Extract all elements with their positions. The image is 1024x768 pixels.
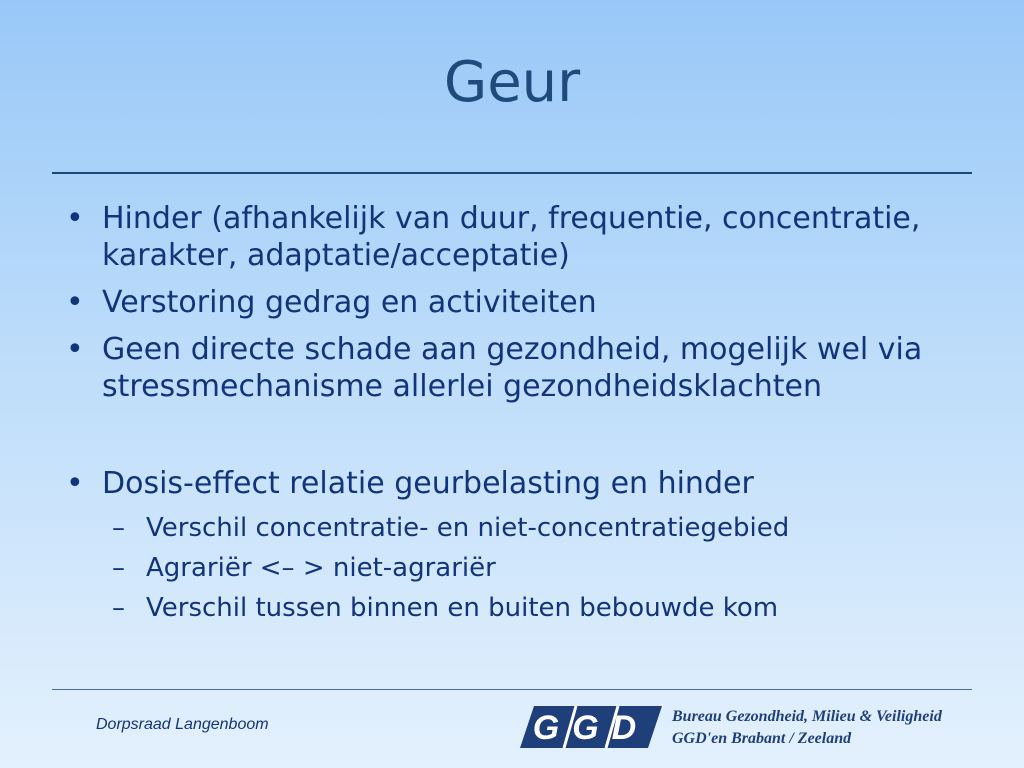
organization-block <box>672 706 942 750</box>
slide-title: Geur <box>443 50 581 115</box>
bullet-item <box>66 465 966 502</box>
bullet-item <box>66 331 966 405</box>
bullet-item <box>66 284 966 321</box>
bullet-item <box>66 200 966 274</box>
sub-bullet-marker: – <box>112 513 125 543</box>
org-line-1: Bureau Gezondheid, Milieu & Veiligheid <box>672 708 942 725</box>
bullet-marker: • <box>66 201 84 236</box>
title-divider <box>52 172 972 174</box>
logo-text: GGD <box>532 709 650 747</box>
bullet-text: Dosis-effect relatie geurbelasting en hinder <box>102 466 754 501</box>
sub-bullet-marker: – <box>112 593 125 623</box>
bullet-text: Verstoring gedrag en activiteiten <box>102 285 597 320</box>
org-line-2: GGD'en Brabant / Zeeland <box>672 730 852 747</box>
sub-bullet-item <box>66 508 966 548</box>
sub-bullet-item <box>66 548 966 588</box>
ggd-logo <box>520 702 662 752</box>
bullet-marker: • <box>66 466 84 501</box>
sub-bullet-text: Agrariër <– > niet-agrariër <box>146 553 496 583</box>
footer-text: Dorpsraad Langenboom <box>96 716 269 733</box>
bullet-marker: • <box>66 285 84 320</box>
sub-bullet-marker: – <box>112 553 125 583</box>
sub-bullet-text: Verschil concentratie- en niet-concentratiegebied <box>146 513 790 543</box>
bullet-text: Hinder (afhankelijk van duur, frequentie, concentratie, karakter, adaptatie/acceptatie) <box>102 201 921 273</box>
bullet-text: Geen directe schade aan gezondheid, mogelijk wel via stressmechanisme allerlei gezondheidsklachten <box>102 332 923 404</box>
sub-bullet-text: Verschil tussen binnen en buiten bebouwde kom <box>146 593 779 623</box>
bullet-marker: • <box>66 332 84 367</box>
bullet-list <box>66 200 966 628</box>
sub-bullet-item <box>66 588 966 628</box>
footer-divider <box>52 689 972 690</box>
